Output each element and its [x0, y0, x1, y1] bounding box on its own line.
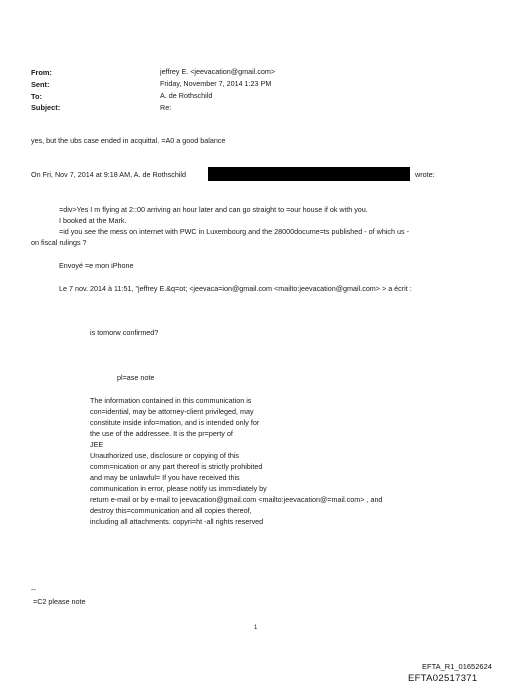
footer-note: =C2 please note — [33, 597, 86, 606]
redaction-bar — [208, 167, 410, 181]
from-label: From: — [31, 68, 52, 77]
please-note-line: pl=ase note — [117, 373, 155, 382]
to-value: A. de Rothschild — [160, 91, 213, 100]
disclaimer-line: destroy this=communication and all copies thereof, — [90, 506, 252, 515]
bates-number-small: EFTA_R1_01652624 — [422, 662, 492, 671]
disclaimer-line: con=idential, may be attorney-client privileged, may — [90, 407, 254, 416]
signature-dashes: -- — [31, 585, 36, 594]
subject-label: Subject: — [31, 103, 61, 112]
page-number: 1 — [254, 625, 258, 631]
disclaimer-line: The information contained in this communication is — [90, 396, 252, 405]
sent-from-line: Envoyé =e mon iPhone — [59, 261, 134, 270]
disclaimer-line: return e-mail or by e-mail to jeevacation@gmail.com <mailto:jeevacation@=mail.com> , and — [90, 495, 383, 504]
disclaimer-line: constitute inside info=mation, and is intended only for — [90, 418, 260, 427]
reply-text: yes, but the ubs case ended in acquittal. =A0 a good balance — [31, 136, 226, 145]
question-line: is tomorw confirmed? — [90, 328, 159, 337]
quote-intro-suffix: wrote: — [415, 170, 435, 179]
bates-number-large: EFTA02517371 — [408, 673, 478, 684]
disclaimer-line: Unauthorized use, disclosure or copying of this — [90, 451, 240, 460]
sent-label: Sent: — [31, 80, 50, 89]
quoted-wrap: on fiscal rulings ? — [31, 238, 87, 247]
quoted-line-2: I booked at the Mark. — [59, 216, 127, 225]
disclaimer-line: communication in error, please notify us imm=diately by — [90, 484, 267, 493]
quoted-line-1: =div>Yes I m flying at 2::00 arriving an hour later and can go straight to =our house if ok with you. — [59, 205, 368, 214]
sent-value: Friday, November 7, 2014 1:23 PM — [160, 79, 272, 88]
disclaimer-line: the use of the addressee. It is the pr=perty of — [90, 429, 233, 438]
subject-value: Re: — [160, 103, 172, 112]
to-label: To: — [31, 92, 42, 101]
quoted-line-3: =id you see the mess on internet with PWC in Luxembourg and the 28000docume=ts published - of which us - — [59, 227, 409, 236]
quote-intro: On Fri, Nov 7, 2014 at 9:18 AM, A. de Rothschild — [31, 170, 187, 179]
nested-intro: Le 7 nov. 2014 à 11:51, "jeffrey E.&q=ot; <jeevaca=ion@gmail.com <mailto:jeevacation@gmail.com> > a écrit : — [59, 284, 412, 293]
from-value: jeffrey E. <jeevacation@gmail.com> — [160, 67, 276, 76]
disclaimer-line: including all attachments. copyri=ht -all rights reserved — [90, 517, 264, 526]
disclaimer-line: JEE — [90, 440, 104, 449]
disclaimer-line: and may be unlawful= If you have received this — [90, 473, 240, 482]
disclaimer-line: comm=nication or any part thereof is strictly prohibited — [90, 462, 263, 471]
